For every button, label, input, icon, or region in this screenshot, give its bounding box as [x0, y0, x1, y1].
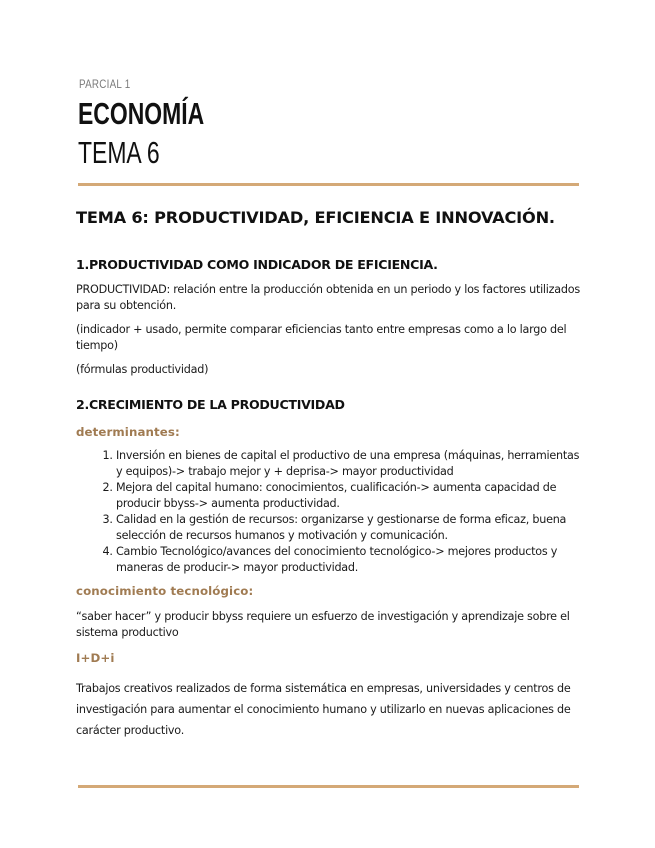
top-divider [78, 183, 579, 186]
determinants-list [76, 448, 581, 576]
document-body [76, 206, 581, 741]
section2-heading: 2.CRECIMIENTO DE LA PRODUCTIVIDAD [76, 397, 345, 412]
header-kicker: PARCIAL 1 [79, 77, 131, 91]
list-item: 4. Cambio Tecnológico/avances del conocimiento tecnológico-> mejores productos y maneras de producir-> mayor productividad. [116, 544, 581, 576]
list-item: 2. Mejora del capital humano: conocimientos, cualificación-> aumenta capacidad de producir bbyss-> aumenta productividad. [116, 480, 581, 512]
idi-label: I+D+i [76, 651, 115, 665]
section1-heading: 1.PRODUCTIVIDAD COMO INDICADOR DE EFICIENCIA. [76, 257, 438, 272]
paragraph: (indicador + usado, permite comparar eficiencias tanto entre empresas como a lo largo del tiempo) [76, 323, 567, 352]
knowledge-paragraph: “saber hacer” y producir bbyss requiere un esfuerzo de investigación y aprendizaje sobre el sistema productivo [76, 610, 570, 639]
determinants-label: determinantes: [76, 425, 180, 439]
list-item: 3. Calidad en la gestión de recursos: organizarse y gestionarse de forma eficaz, buena selección de recursos humanos y motivación y comunicación. [116, 512, 581, 544]
main-heading: TEMA 6: PRODUCTIVIDAD, EFICIENCIA E INNOVACIÓN. [76, 208, 555, 227]
page-subtitle: TEMA 6 [78, 135, 160, 170]
list-item: 1. Inversión en bienes de capital el productivo de una empresa (máquinas, herramientas y equipos)-> trabajo mejor y + deprisa-> mayor productividad [116, 448, 581, 480]
knowledge-label: conocimiento tecnológico: [76, 584, 254, 598]
paragraph: PRODUCTIVIDAD: relación entre la producción obtenida en un periodo y los factores utilizados para su obtención. [76, 283, 580, 312]
paragraph: (fórmulas productividad) [76, 363, 209, 376]
bottom-divider [78, 785, 579, 788]
page-title: ECONOMÍA [78, 96, 205, 131]
idi-paragraph: Trabajos creativos realizados de forma sistemática en empresas, universidades y centros de investigación para aumentar el conocimiento humano y utilizarlo en nuevas aplicaciones de carácter productivo. [76, 682, 571, 737]
